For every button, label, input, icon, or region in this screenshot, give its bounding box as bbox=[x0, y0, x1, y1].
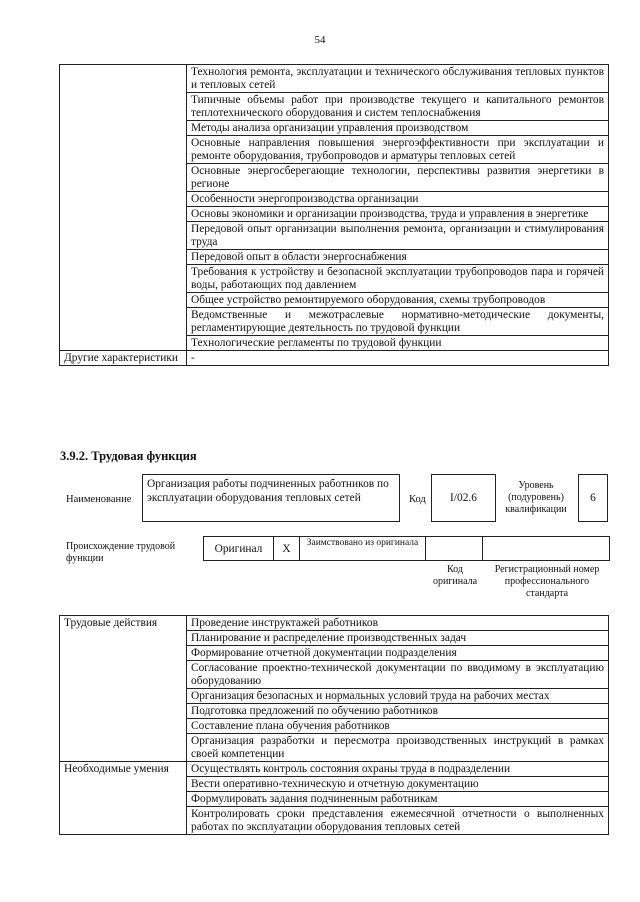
knowledge-item: Основные направления повышения энергоэффективности при эксплуатации и ремонте оборудования, трубопроводов и арматуры тепловых сетей bbox=[187, 136, 609, 164]
original-code-cell bbox=[426, 537, 483, 561]
skill-item: Контролировать сроки представления ежемесячной отчетности о выполненных работах по эксплуатации оборудования тепловых сетей bbox=[187, 807, 609, 835]
action-item: Планирование и распределение производственных задач bbox=[187, 631, 609, 646]
knowledge-item: Особенности энергопроизводства организации bbox=[187, 192, 609, 207]
level-box bbox=[578, 474, 608, 522]
skill-item: Вести оперативно-техническую и отчетную документацию bbox=[187, 777, 609, 792]
actions-label: Трудовые действия bbox=[60, 616, 187, 762]
skills-label: Необходимые умения bbox=[60, 762, 187, 835]
action-item: Составление плана обучения работников bbox=[187, 719, 609, 734]
other-characteristics-value: - bbox=[187, 351, 609, 366]
knowledge-item: Передовой опыт организации выполнения ремонта, организации и стимулирования труда bbox=[187, 222, 609, 250]
knowledge-item: Методы анализа организации управления производством bbox=[187, 121, 609, 136]
action-item: Формирование отчетной документации подразделения bbox=[187, 646, 609, 661]
actions-skills-table bbox=[59, 615, 609, 835]
knowledge-item: Основы экономики и организации производства, труда и управления в энергетике bbox=[187, 207, 609, 222]
knowledge-item: Технологические регламенты по трудовой функции bbox=[187, 336, 609, 351]
reg-number-caption: Регистрационный номер профессионального стандарта bbox=[494, 564, 600, 599]
borrowed-cell: Заимствовано из оригинала bbox=[300, 537, 426, 561]
knowledge-item: Ведомственные и межотраслевые нормативно-методические документы, регламентирующие деятельность по трудовой функции bbox=[187, 308, 609, 336]
action-item: Организация безопасных и нормальных условий труда на рабочих местах bbox=[187, 689, 609, 704]
table-row bbox=[60, 616, 609, 631]
skill-item: Формулировать задания подчиненным работникам bbox=[187, 792, 609, 807]
knowledge-item: Основные энергосберегающие технологии, перспективы развития энергетики в регионе bbox=[187, 164, 609, 192]
function-name-value: Организация работы подчиненных работников по эксплуатации оборудования тепловых сетей bbox=[147, 478, 389, 504]
reg-number-cell bbox=[483, 537, 610, 561]
table-row bbox=[204, 537, 610, 561]
name-label: Наименование bbox=[66, 494, 132, 505]
knowledge-item: Типичные объемы работ при производстве текущего и капитального ремонтов теплотехнического оборудования и систем теплоснабжения bbox=[187, 93, 609, 121]
action-item: Проведение инструктажей работников bbox=[187, 616, 609, 631]
action-item: Подготовка предложений по обучению работников bbox=[187, 704, 609, 719]
knowledge-item: Требования к устройству и безопасной эксплуатации трубопроводов пара и горячей воды, работающих под давлением bbox=[187, 265, 609, 293]
original-cell: Оригинал bbox=[204, 537, 274, 561]
action-item: Организация разработки и пересмотра производственных инструкций в рамках своей компетенции bbox=[187, 734, 609, 762]
action-item: Согласование проектно-технической документации по вводимому в эксплуатацию оборудованию bbox=[187, 661, 609, 689]
skill-item: Осуществлять контроль состояния охраны труда в подразделении bbox=[187, 762, 609, 777]
table-row bbox=[60, 351, 609, 366]
level-label: Уровень (подуровень) квалификации bbox=[505, 480, 567, 515]
level-value: 6 bbox=[590, 492, 596, 504]
table-row bbox=[60, 65, 609, 93]
other-characteristics-label: Другие характеристики bbox=[60, 351, 187, 366]
section-title: 3.9.2. Трудовая функция bbox=[60, 449, 197, 463]
code-value: I/02.6 bbox=[450, 492, 477, 504]
knowledge-label-cell bbox=[60, 65, 187, 351]
code-label: Код bbox=[409, 494, 426, 505]
origin-table bbox=[203, 536, 610, 561]
knowledge-table bbox=[59, 64, 609, 366]
table-row bbox=[60, 762, 609, 777]
code-original-caption: Код оригинала bbox=[432, 564, 478, 587]
knowledge-item: Технология ремонта, эксплуатации и технического обслуживания тепловых пунктов и тепловых сетей bbox=[187, 65, 609, 93]
original-mark: X bbox=[274, 537, 300, 561]
function-name-box bbox=[142, 474, 400, 522]
origin-label: Происхождение трудовой функции bbox=[66, 541, 176, 564]
knowledge-item: Передовой опыт в области энергоснабжения bbox=[187, 250, 609, 265]
code-box bbox=[431, 474, 496, 522]
page-number: 54 bbox=[314, 34, 326, 46]
knowledge-item: Общее устройство ремонтируемого оборудования, схемы трубопроводов bbox=[187, 293, 609, 308]
